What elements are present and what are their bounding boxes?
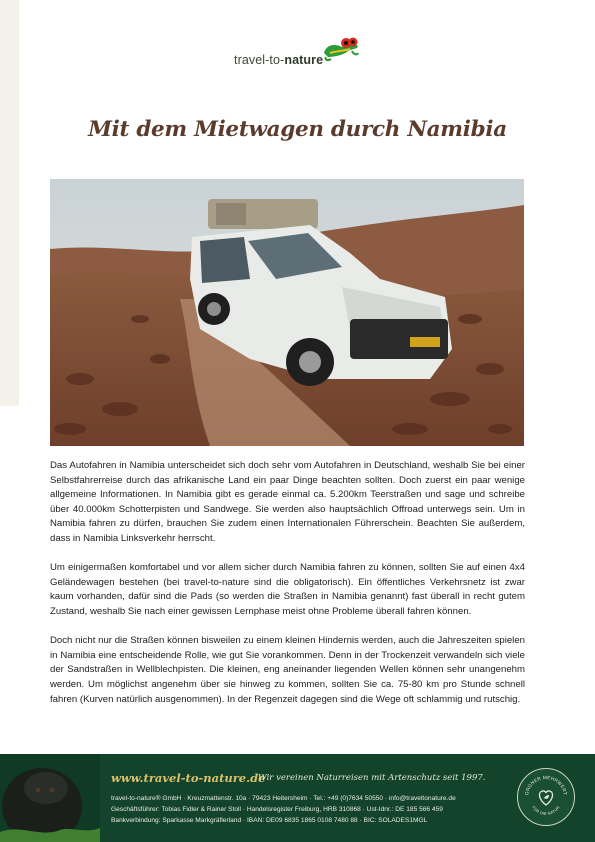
footer-tagline: Wir vereinen Naturreisen mit Artenschutz seit 1997.	[258, 773, 486, 783]
hero-photo	[50, 179, 524, 446]
page-title: Mit dem Mietwagen durch Namibia	[88, 117, 507, 142]
paragraph: Doch nicht nur die Straßen können bisweilen zu einem kleinen Hindernis werden, auch die Jahreszeiten spielen in Namibia eine entscheidende Rolle, wie gut Sie vorankommen. Denn in der Trockenzeit verwandeln sich viele der Sandstraßen in Wellblechpisten. Die kleinen, eng aneinander liegenden Wellen können sehr unangenehm werden. Um möglichst angenehm über sie hinweg zu kommen, sollten Sie ca. 75-80 km pro Stunde schnell fahren (Kurven natürlich ausgenommen). In der Regenzeit dagegen sind die Wege oft schlammig und rutschig.	[50, 635, 525, 705]
left-margin-strip	[0, 0, 19, 406]
frog-icon	[322, 33, 360, 65]
logo-text: travel-to-nature	[234, 53, 324, 67]
gorilla-image	[0, 754, 100, 842]
footer-url-link[interactable]: www.travel-to-nature.de	[111, 771, 266, 785]
heart-leaf-icon	[539, 791, 552, 805]
footer	[0, 754, 595, 842]
paragraph: Das Autofahren in Namibia unterscheidet sich doch sehr vom Autofahren in Deutschland, weshalb Sie bei einer Selbstfahrerreise durch das afrikanische Land ein paar Dinge beachten sollten. Doch zuerst ein paar wenige allgemeine Informationen. In Namibia gibt es gerade einmal ca. 5.200km Teerstraßen und sage und schreibe über 40.000km Schotterpisten und Sandwege. Sie werden also hauptsächlich Offroad unterwegs sein. Um in Namibia fahren zu dürfen, brauchen Sie zudem einen Internationalen Führerschein. Beachten Sie außerdem, dass in Namibia Linksverkehr herrscht.	[50, 460, 525, 544]
paragraph: Um einigermaßen komfortabel und vor allem sicher durch Namibia fahren zu können, sollten Sie auf einen 4x4 Geländewagen bestehen (bei travel-to-nature sind die obligatorisch). Ein öffentliches Verkehrsnetz ist zwar kaum vorhanden, dafür sind die Pads (so werden die Straßen in Namibia genannt) fast überall in recht gutem Zustand, weshalb Sie nach einer gewissen Lernphase meist ohne Probleme überall fahren können.	[50, 562, 525, 617]
gruener-mehrwert-badge	[517, 768, 575, 826]
footer-address: travel-to-nature® GmbH · Kreuzmattenstr. 10a · 79423 Heitersheim · Tel.: +49 (0)7634 50550 · info@traveltonature.de	[111, 795, 456, 802]
badge-bottom-text: FÜR DIE NATUR	[531, 805, 561, 817]
badge-top-text: GRÜNER MEHRWERT	[524, 774, 568, 796]
footer-bank: Bankverbindung: Sparkasse Markgräflerland · IBAN: DE09 6835 1865 0108 7480 88 · BIC: SOLADES1MGL	[111, 817, 428, 824]
article-body	[50, 459, 525, 722]
company-logo[interactable]	[234, 33, 364, 73]
svg-text:FÜR DIE NATUR	[531, 805, 560, 816]
footer-registry: Geschäftsführer: Tobias Fidler & Rainer Stoll · Handelsregister Freiburg, HRB 310868 · Ust-Idnr.: DE 185 566 459	[111, 806, 443, 813]
